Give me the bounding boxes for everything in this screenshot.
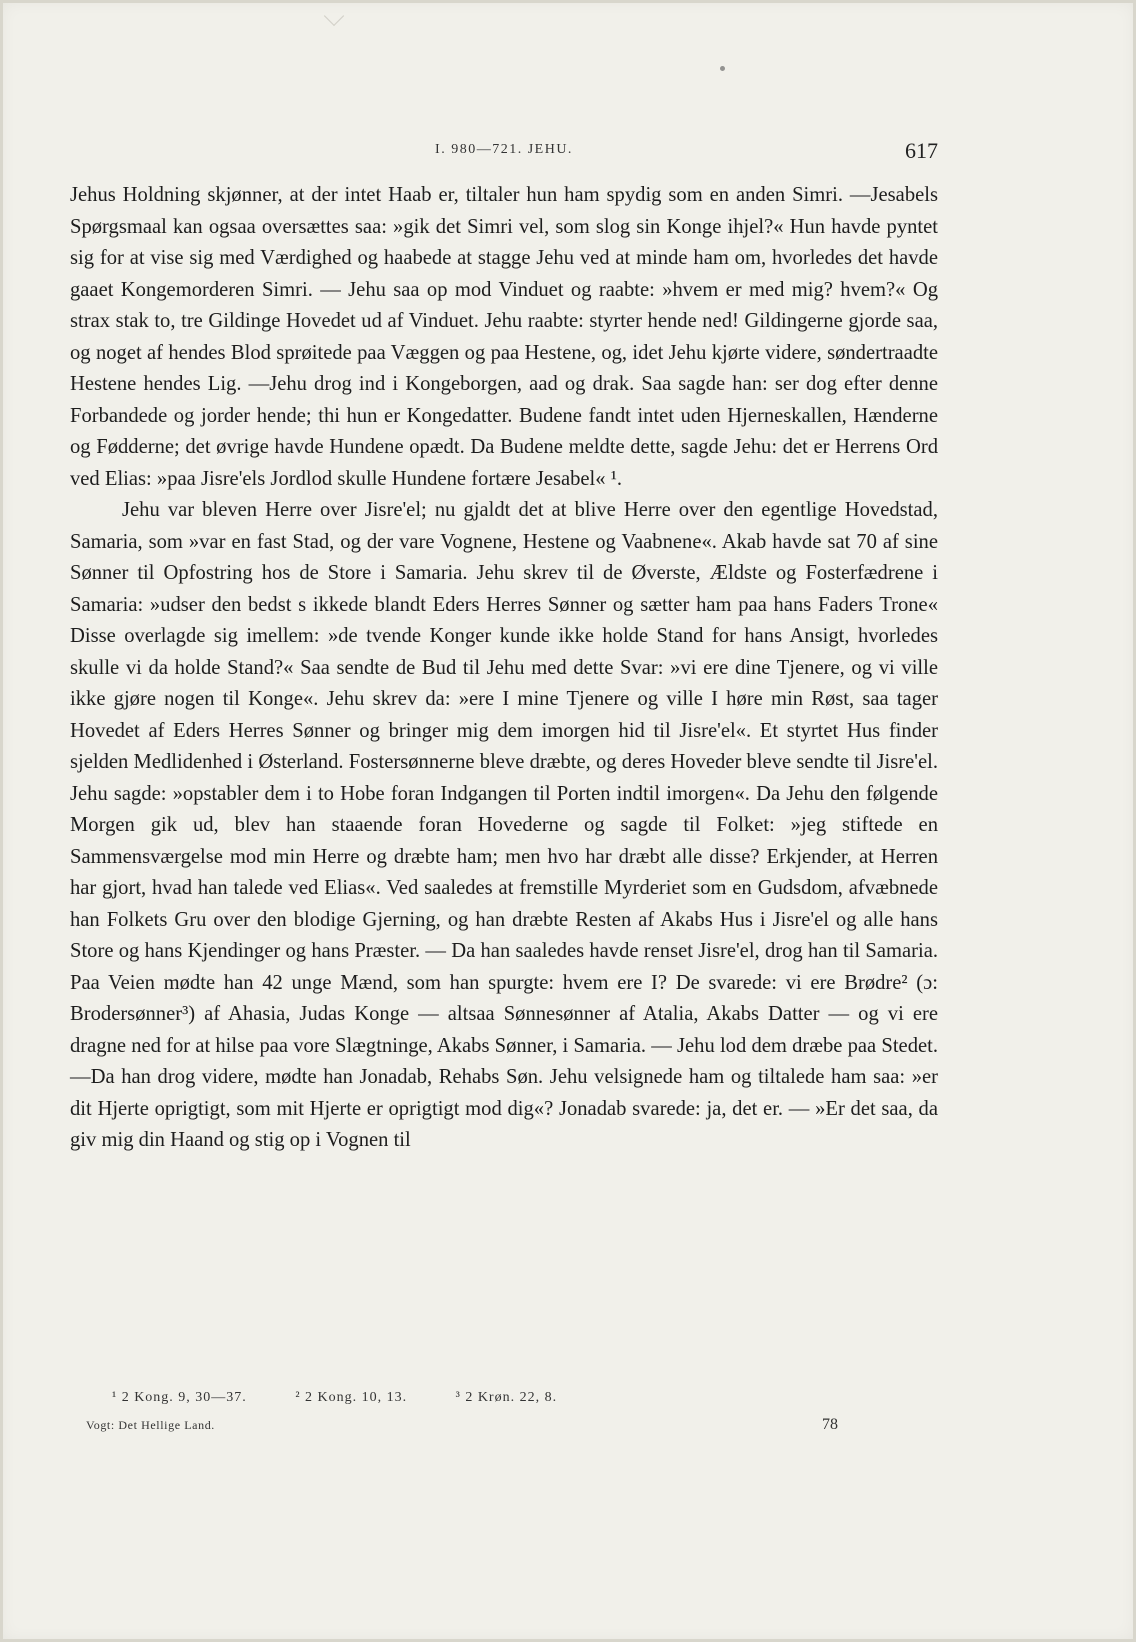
body-text: [70, 180, 938, 1157]
footnote-3: ³ 2 Krøn. 22, 8.: [455, 1390, 558, 1405]
sheet-number: 78: [822, 1416, 838, 1433]
footnotes: [112, 1390, 812, 1414]
ink-speck: [720, 66, 725, 71]
paper-fold-mark: [324, 6, 344, 26]
paragraph-1: Jehus Holdning skjønner, at der intet Haab er, tiltaler hun ham spydig som en anden Simri. —Jesabels Spørgsmaal kan ogsaa oversættes saa: »gik det Simri vel, som slog sin Konge ihjel?« Hun havde pyntet sig for at vise sig med Værdighed og haabede at stagge Jehu ved at minde ham om, hvorledes det havde gaaet Kongemorderen Simri. — Jehu saa op mod Vinduet og raabte: »hvem er med mig? hvem?« Og strax stak to, tre Gildinge Hovedet ud af Vinduet. Jehu raabte: styrter hende ned! Gildingerne gjorde saa, og noget af hendes Blod sprøitede paa Væggen og paa Hestene, og, idet Jehu kjørte videre, søndertraadte Hestene hendes Lig. —Jehu drog ind i Kongeborgen, aad og drak. Saa sagde han: ser dog efter denne Forbandede og jorder hende; thi hun er Kongedatter. Budene fandt intet uden Hjerneskallen, Hænderne og Fødderne; det øvrige havde Hundene opædt. Da Budene meldte dette, sagde Jehu: det er Herrens Ord ved Elias: »paa Jisre'els Jordlod skulle Hundene fortære Jesabel« ¹.: [70, 184, 938, 490]
paragraph-2: Jehu var bleven Herre over Jisre'el; nu gjaldt det at blive Herre over den egentlige Hovedstad, Samaria, som »var en fast Stad, og der vare Vognene, Hestene og Vaabnene«. Akab havde sat 70 af sine Sønner til Opfostring hos de Store i Samaria. Jehu skrev til de Øverste, Ældste og Fosterfædrene i Samaria: »udser den bedst s ikkede blandt Eders Herres Sønner og sætter ham paa hans Faders Trone« Disse overlagde sig imellem: »de tvende Konger kunde ikke holde Stand for hans Ansigt, hvorledes skulle vi da holde Stand?« Saa sendte de Bud til Jehu med dette Svar: »vi ere dine Tjenere, og vi ville ikke gjøre nogen til Konge«. Jehu skrev da: »ere I mine Tjenere og ville I høre min Røst, saa tager Hovedet af Eders Herres Sønner og bringer mig dem imorgen hid til Jisre'el«. Et styrtet Hus finder sjelden Medlidenhed i Østerland. Fostersønnerne bleve dræbte, og deres Hoveder bleve sendte til Jisre'el. Jehu sagde: »opstabler dem i to Hobe foran Indgangen til Porten indtil imorgen«. Da Jehu den følgende Morgen gik ud, blev han staaende foran Hovederne og sagde til Folket: »jeg stiftede en Sammensværgelse mod min Herre og dræbte ham; men hvo har dræbt alle disse? Erkjender, at Herren har gjort, hvad han talede ved Elias«. Ved saaledes at fremstille Myrderiet som en Gudsdom, afvæbnede han Folkets Gru over den blodige Gjerning, og han dræbte Resten af Akabs Hus i Jisre'el og alle hans Store og hans Kjendinger og hans Præster. — Da han saaledes havde renset Jisre'el, drog han til Samaria. Paa Veien mødte han 42 unge Mænd, som han spurgte: hvem ere I? De svarede: vi ere Brødre² (ɔ: Brodersønner³) af Ahasia, Judas Konge — altsaa Sønnesønner af Atalia, Akabs Datter — og vi ere dragne ned for at hilse paa vore Slægtninge, Akabs Sønner, i Samaria. — Jehu lod dem dræbe paa Stedet. —Da han drog videre, mødte han Jonadab, Rehabs Søn. Jehu velsignede ham og tiltalede ham saa: »er dit Hjerte oprigtigt, som mit Hjerte er oprigtigt mod dig«? Jonadab svarede: ja, det er. — »Er det saa, da giv mig din Haand og stig op i Vognen til: [70, 499, 938, 1151]
running-head: [70, 138, 938, 164]
page-number: 617: [905, 138, 938, 163]
running-head-title: I. 980—721. JEHU.: [435, 142, 573, 157]
footnote-1: ¹ 2 Kong. 9, 30—37.: [112, 1390, 247, 1405]
printer-signature: Vogt: Det Hellige Land.: [86, 1418, 215, 1432]
footnote-2: ² 2 Kong. 10, 13.: [295, 1390, 408, 1405]
